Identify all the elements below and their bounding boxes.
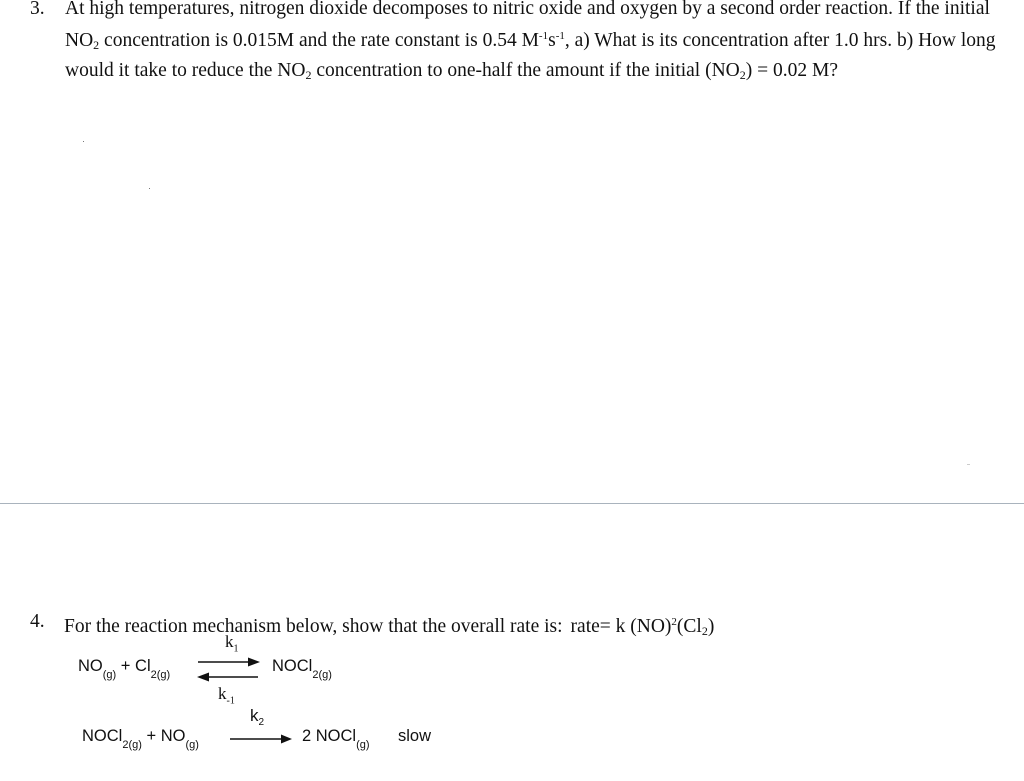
forward-arrow-icon xyxy=(230,735,292,744)
question-3-text: At high temperatures, nitrogen dioxide decomposes to nitric oxide and oxygen by a second order reaction. If the initial $NO_2$ concentration is 0.015M and the rate constant is 0.54 $M^{-1}s^{-1}$, a) What is its concentration after 1.0 hrs. b) How long would it take to reduce the $NO_2$ concentration to one-half the amount if the initial $(NO_2) = 0.02$ M? xyxy=(65,0,996,82)
question-4-number: 4. xyxy=(30,611,45,632)
step2-note: slow xyxy=(398,727,432,745)
step1-reactants: $NO_{(g)} + Cl_{2(g)}$ xyxy=(78,657,171,681)
question-3-number: 3. xyxy=(30,0,45,19)
step1-k-reverse: $k_{-1}$ xyxy=(218,684,235,707)
step2-k: $k_2$ xyxy=(250,706,265,728)
equilibrium-arrow-icon xyxy=(197,658,260,682)
step2-reactants: NOCl$_{2(g)}$ + $NO_{(g)}$ xyxy=(82,727,199,751)
rate-law: rate= k $(NO)^2(Cl_2)$ xyxy=(570,616,715,638)
question-4-text: For the reaction mechanism below, show that the overall rate is: rate= k $(NO)^2(Cl_2)$ xyxy=(64,616,715,638)
step1-k-forward: $k_1$ xyxy=(225,632,239,655)
step2-product: 2 NOCl$_{(g)}$ xyxy=(302,727,370,751)
step1-product: NOCl$_{2(g)}$ xyxy=(272,657,332,681)
